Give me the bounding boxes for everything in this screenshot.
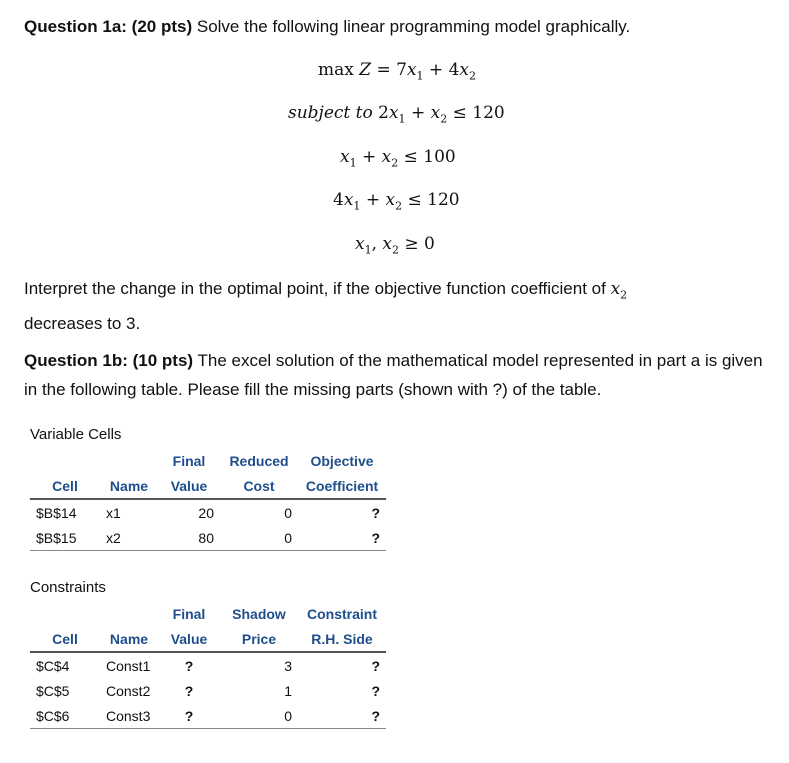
table-row bbox=[30, 525, 386, 551]
variable-header-row-2 bbox=[30, 473, 386, 499]
header-cell bbox=[100, 601, 158, 626]
cell-ref: $C$5 bbox=[36, 682, 70, 699]
shadow-price: 3 bbox=[284, 657, 292, 674]
nonnegativity-line: $x_1$, $x_2 \ge 0$ bbox=[355, 234, 435, 257]
cell-name: Const2 bbox=[106, 682, 151, 699]
header-cell bbox=[100, 448, 158, 473]
header-cost: Cost bbox=[220, 473, 298, 499]
cell-ref: $C$4 bbox=[36, 657, 70, 674]
table-row bbox=[30, 499, 386, 525]
header-rhs: R.H. Side bbox=[298, 626, 386, 652]
cell-ref: $C$6 bbox=[30, 703, 100, 729]
cell-ref: $B$15 bbox=[30, 525, 100, 551]
final-value: 80 bbox=[158, 525, 220, 551]
constraints-header-row-2 bbox=[30, 626, 386, 652]
constraint-3-line: $4x_1 + x_2 \le 120$ bbox=[333, 190, 460, 213]
header-reduced: Reduced bbox=[229, 452, 289, 469]
subject-to-label: subject to bbox=[288, 103, 373, 123]
header-final: Final bbox=[172, 605, 206, 622]
header-value: Value bbox=[158, 626, 220, 652]
shadow-price: 0 bbox=[220, 703, 298, 729]
header-name: Name bbox=[100, 626, 158, 652]
question-1b-label: Question 1b: (10 pts) bbox=[24, 351, 194, 370]
header-constraint: Constraint bbox=[307, 605, 377, 622]
interpretation-text: Interpret the change in the optimal point, if the objective function coefficient of bbox=[24, 279, 606, 298]
question-1a-label: Question 1a: (20 pts) bbox=[24, 17, 193, 36]
table-row bbox=[30, 652, 386, 678]
header-name: Name bbox=[100, 473, 158, 499]
question-1b bbox=[24, 346, 774, 404]
final-value: ? bbox=[184, 657, 194, 674]
constraints-caption: Constraints bbox=[30, 579, 106, 596]
table-row bbox=[30, 703, 386, 729]
objective-line: $\max Z = 7x_1 + 4x_2$ bbox=[318, 60, 476, 83]
reduced-cost: 0 bbox=[220, 525, 298, 551]
header-coefficient: Coefficient bbox=[298, 473, 386, 499]
variable-cells-table bbox=[30, 448, 386, 551]
final-value: 20 bbox=[198, 504, 214, 521]
constraints-header-row-1 bbox=[30, 601, 386, 626]
variable-cells-caption: Variable Cells bbox=[30, 426, 122, 443]
cell-name: Const1 bbox=[106, 657, 151, 674]
final-value: ? bbox=[158, 703, 220, 729]
interpretation-question bbox=[24, 274, 764, 338]
cell-ref: $B$14 bbox=[36, 504, 77, 521]
interpretation-var: $x_2$ bbox=[610, 279, 628, 302]
header-objective: Objective bbox=[310, 452, 374, 469]
objective-prefix: max bbox=[318, 60, 354, 80]
cell-name: x2 bbox=[100, 525, 158, 551]
table-row bbox=[30, 678, 386, 703]
final-value: ? bbox=[184, 682, 194, 699]
question-1b-text: The excel solution of the mathematical model represented in part a is given in the following table. Please fill the missing parts (shown with ?) of the table. bbox=[24, 351, 763, 399]
header-cell bbox=[30, 601, 100, 626]
header-cell: Cell bbox=[30, 626, 100, 652]
objective-coefficient: ? bbox=[298, 525, 386, 551]
question-1a bbox=[24, 12, 630, 41]
constraint-1-line: subject to $2x_1 + x_2 \le 120$ bbox=[288, 103, 505, 126]
question-1a-text: Solve the following linear programming model graphically. bbox=[192, 17, 631, 36]
objective-coefficient: ? bbox=[371, 504, 380, 521]
header-shadow: Shadow bbox=[232, 605, 286, 622]
shadow-price: 1 bbox=[284, 682, 292, 699]
rhs-value: ? bbox=[298, 703, 386, 729]
variable-header-row-1 bbox=[30, 448, 386, 473]
rhs-value: ? bbox=[371, 682, 380, 699]
header-price: Price bbox=[220, 626, 298, 652]
cell-name: x1 bbox=[106, 504, 121, 521]
header-cell bbox=[30, 448, 100, 473]
header-final: Final bbox=[172, 452, 206, 469]
rhs-value: ? bbox=[371, 657, 380, 674]
constraint-2-line: $x_1 + x_2 \le 100$ bbox=[340, 147, 456, 170]
cell-name: Const3 bbox=[100, 703, 158, 729]
header-value: Value bbox=[158, 473, 220, 499]
constraints-table bbox=[30, 601, 386, 729]
header-cell: Cell bbox=[30, 473, 100, 499]
reduced-cost: 0 bbox=[284, 504, 292, 521]
interpretation-text-2: decreases to 3. bbox=[24, 314, 141, 334]
